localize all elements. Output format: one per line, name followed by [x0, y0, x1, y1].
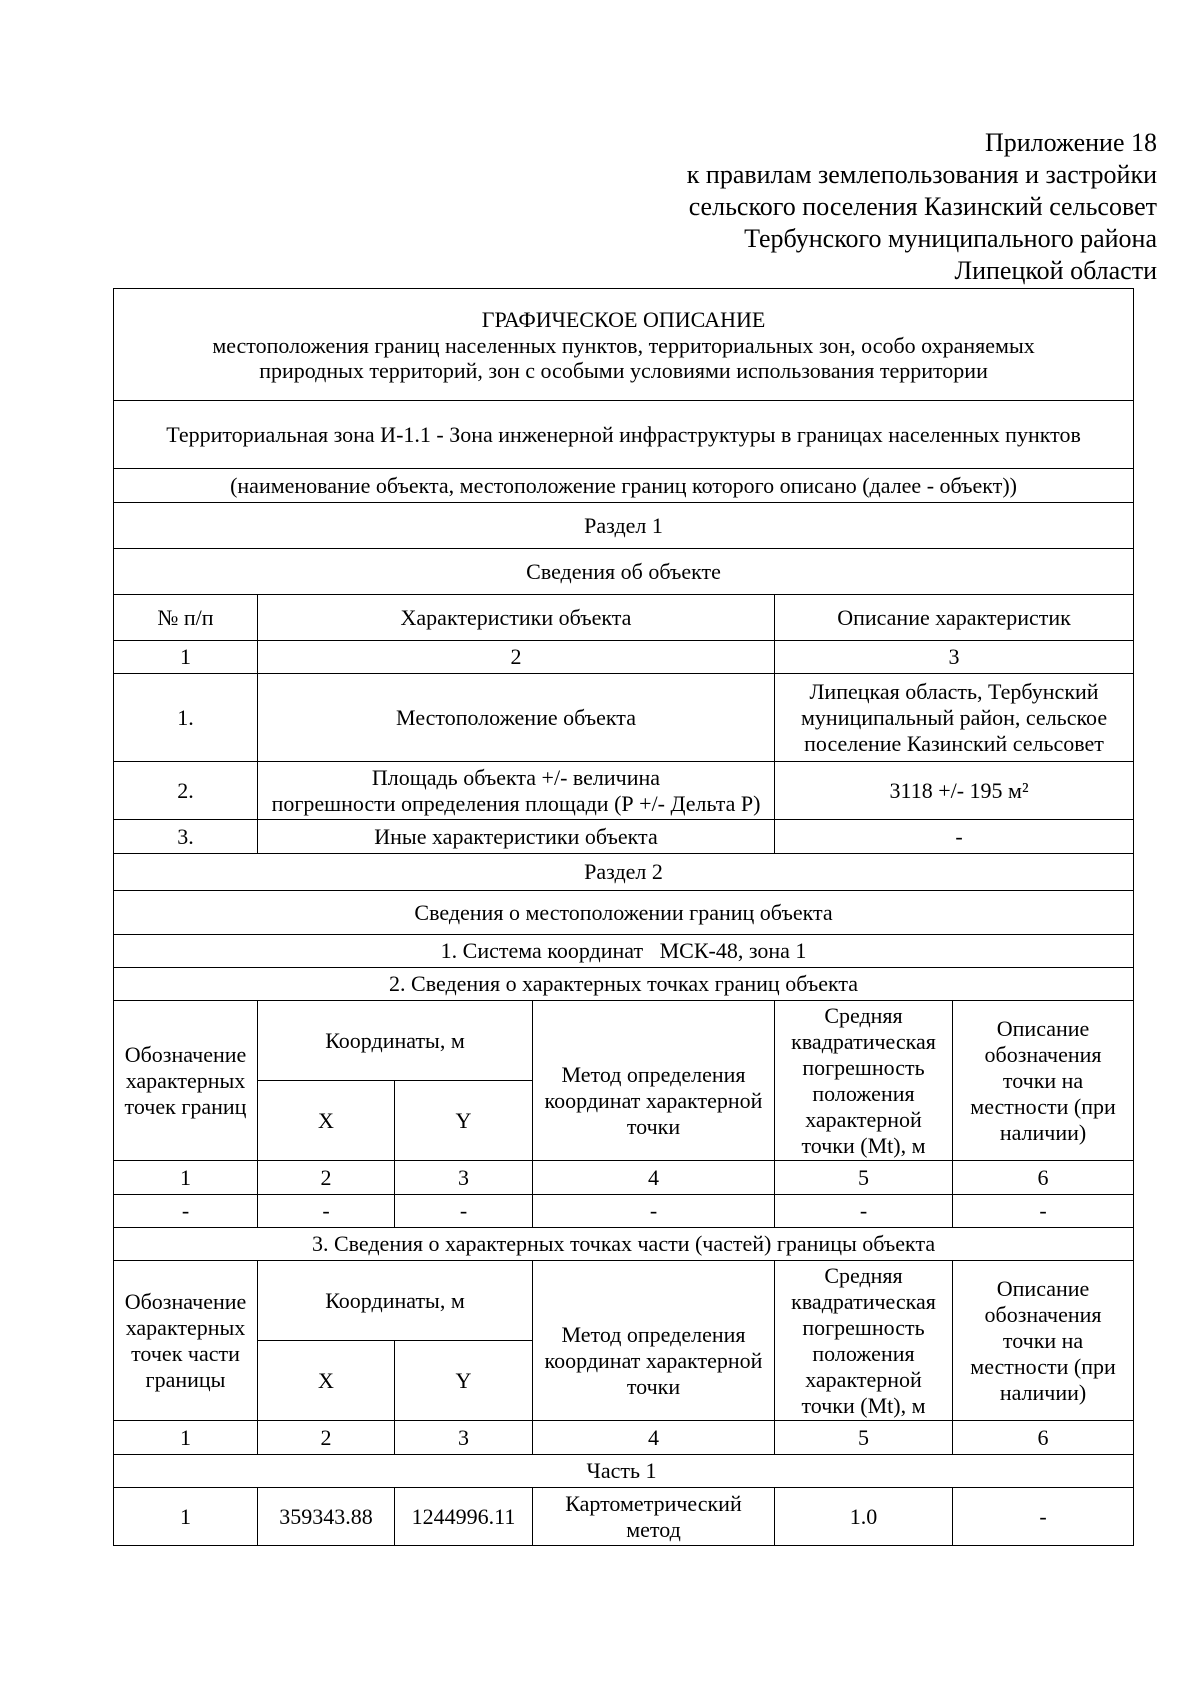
- table-cell: -: [775, 1195, 953, 1228]
- object-caption-row: [114, 469, 1134, 503]
- characteristic-name: Иные характеристики объекта: [258, 820, 775, 854]
- column-number: 1: [114, 1161, 258, 1195]
- column-number: 6: [953, 1421, 1134, 1455]
- table-row: [114, 762, 1134, 820]
- object-caption: (наименование объекта, местоположение границ которого описано (далее - объект)): [114, 469, 1134, 503]
- section1-number-row: [114, 641, 1134, 674]
- points-section-title: 2. Сведения о характерных точках границ объекта: [114, 968, 1134, 1001]
- x-header: X: [258, 1341, 395, 1421]
- characteristic-name: Площадь объекта +/- величина погрешности определения площади (Р +/- Дельта Р): [258, 762, 775, 820]
- y-header: Y: [395, 1081, 533, 1161]
- section2-subtitle-row: [114, 891, 1134, 935]
- location-description-header: Описание обозначения точки на местности (при наличии): [953, 1001, 1134, 1161]
- parts-section-title: 3. Сведения о характерных точках части (частей) границы объекта: [114, 1228, 1134, 1261]
- section1-title-row: [114, 503, 1134, 549]
- column-number: 2: [258, 1161, 395, 1195]
- points-number-row: [114, 1161, 1134, 1195]
- parts-number-row: [114, 1421, 1134, 1455]
- table-row: [114, 820, 1134, 854]
- section1-subtitle: Сведения об объекте: [114, 549, 1134, 595]
- column-number: 3: [395, 1421, 533, 1455]
- column-header-number: № п/п: [114, 595, 258, 641]
- appendix-line: Тербунского муниципального района: [744, 224, 1157, 253]
- column-header-description: Описание характеристик: [775, 595, 1134, 641]
- section1-header-row: [114, 595, 1134, 641]
- column-number: 1: [114, 641, 258, 674]
- header-row: [114, 289, 1134, 401]
- row-number: 1.: [114, 674, 258, 762]
- point-number: 1: [114, 1488, 258, 1546]
- table-cell: -: [114, 1195, 258, 1228]
- designation-header: Обозначение характерных точек части границы: [114, 1261, 258, 1421]
- document-subtitle-2: природных территорий, зон с особыми условиями использования территории: [259, 358, 988, 383]
- column-number: 6: [953, 1161, 1134, 1195]
- coordinate-system: 1. Система координат МСК-48, зона 1: [114, 935, 1134, 968]
- point-y: 1244996.11: [395, 1488, 533, 1546]
- points-title-row: [114, 968, 1134, 1001]
- section1-subtitle-row: [114, 549, 1134, 595]
- appendix-line: Приложение 18: [984, 128, 1157, 157]
- characteristic-value: 3118 +/- 195 м²: [775, 762, 1134, 820]
- section2-subtitle: Сведения о местоположении границ объекта: [114, 891, 1134, 935]
- appendix-block: [687, 127, 1157, 287]
- point-description: -: [953, 1488, 1134, 1546]
- section2-title-row: [114, 854, 1134, 891]
- section1-title: Раздел 1: [114, 503, 1134, 549]
- table-row: [114, 1488, 1134, 1546]
- parts-title-row: [114, 1228, 1134, 1261]
- column-number: 1: [114, 1421, 258, 1455]
- row-number: 2.: [114, 762, 258, 820]
- column-header-characteristics: Характеристики объекта: [258, 595, 775, 641]
- characteristic-name: Местоположение объекта: [258, 674, 775, 762]
- part-label: Часть 1: [114, 1455, 1134, 1488]
- column-number: 5: [775, 1161, 953, 1195]
- point-mt: 1.0: [775, 1488, 953, 1546]
- graphic-description-table: [113, 288, 1134, 1546]
- document-title: ГРАФИЧЕСКОЕ ОПИСАНИЕ: [481, 307, 766, 332]
- object-name: Территориальная зона И-1.1 - Зона инженерной инфраструктуры в границах населенных пунктов: [114, 401, 1134, 469]
- row-number: 3.: [114, 820, 258, 854]
- table-cell: -: [533, 1195, 775, 1228]
- appendix-line: к правилам землепользования и застройки: [686, 160, 1157, 189]
- table-cell: -: [258, 1195, 395, 1228]
- part-label-row: [114, 1455, 1134, 1488]
- mt-header: Средняя квадратическая погрешность положения характерной точки (Mt), м: [775, 1261, 953, 1421]
- coordinates-header: Координаты, м: [258, 1001, 533, 1081]
- column-number: 3: [395, 1161, 533, 1195]
- header-cell: [114, 289, 1134, 401]
- table-row: [114, 1195, 1134, 1228]
- characteristic-value: Липецкая область, Тербунский муниципальный район, сельское поселение Казинский сельсовет: [775, 674, 1134, 762]
- document-subtitle-1: местоположения границ населенных пунктов, территориальных зон, особо охраняемых: [212, 333, 1035, 358]
- column-number: 4: [533, 1421, 775, 1455]
- appendix-line: сельского поселения Казинский сельсовет: [688, 192, 1157, 221]
- object-name-row: [114, 401, 1134, 469]
- column-number: 5: [775, 1421, 953, 1455]
- column-number: 2: [258, 1421, 395, 1455]
- point-method: Картометрический метод: [533, 1488, 775, 1546]
- mt-header: Средняя квадратическая погрешность положения характерной точки (Mt), м: [775, 1001, 953, 1161]
- table-row: [114, 674, 1134, 762]
- coordinates-header: Координаты, м: [258, 1261, 533, 1341]
- column-number: 4: [533, 1161, 775, 1195]
- points-header-row: [114, 1001, 1134, 1081]
- appendix-line: Липецкой области: [954, 256, 1157, 285]
- location-description-header: Описание обозначения точки на местности (при наличии): [953, 1261, 1134, 1421]
- y-header: Y: [395, 1341, 533, 1421]
- method-header: Метод определения координат характерной точки: [533, 1001, 775, 1161]
- table-cell: -: [953, 1195, 1134, 1228]
- column-number: 3: [775, 641, 1134, 674]
- method-header: Метод определения координат характерной точки: [533, 1261, 775, 1421]
- x-header: X: [258, 1081, 395, 1161]
- designation-header: Обозначение характерных точек границ: [114, 1001, 258, 1161]
- section2-title: Раздел 2: [114, 854, 1134, 891]
- table-cell: -: [395, 1195, 533, 1228]
- characteristic-value: -: [775, 820, 1134, 854]
- coord-system-row: [114, 935, 1134, 968]
- parts-header-row: [114, 1261, 1134, 1341]
- point-x: 359343.88: [258, 1488, 395, 1546]
- column-number: 2: [258, 641, 775, 674]
